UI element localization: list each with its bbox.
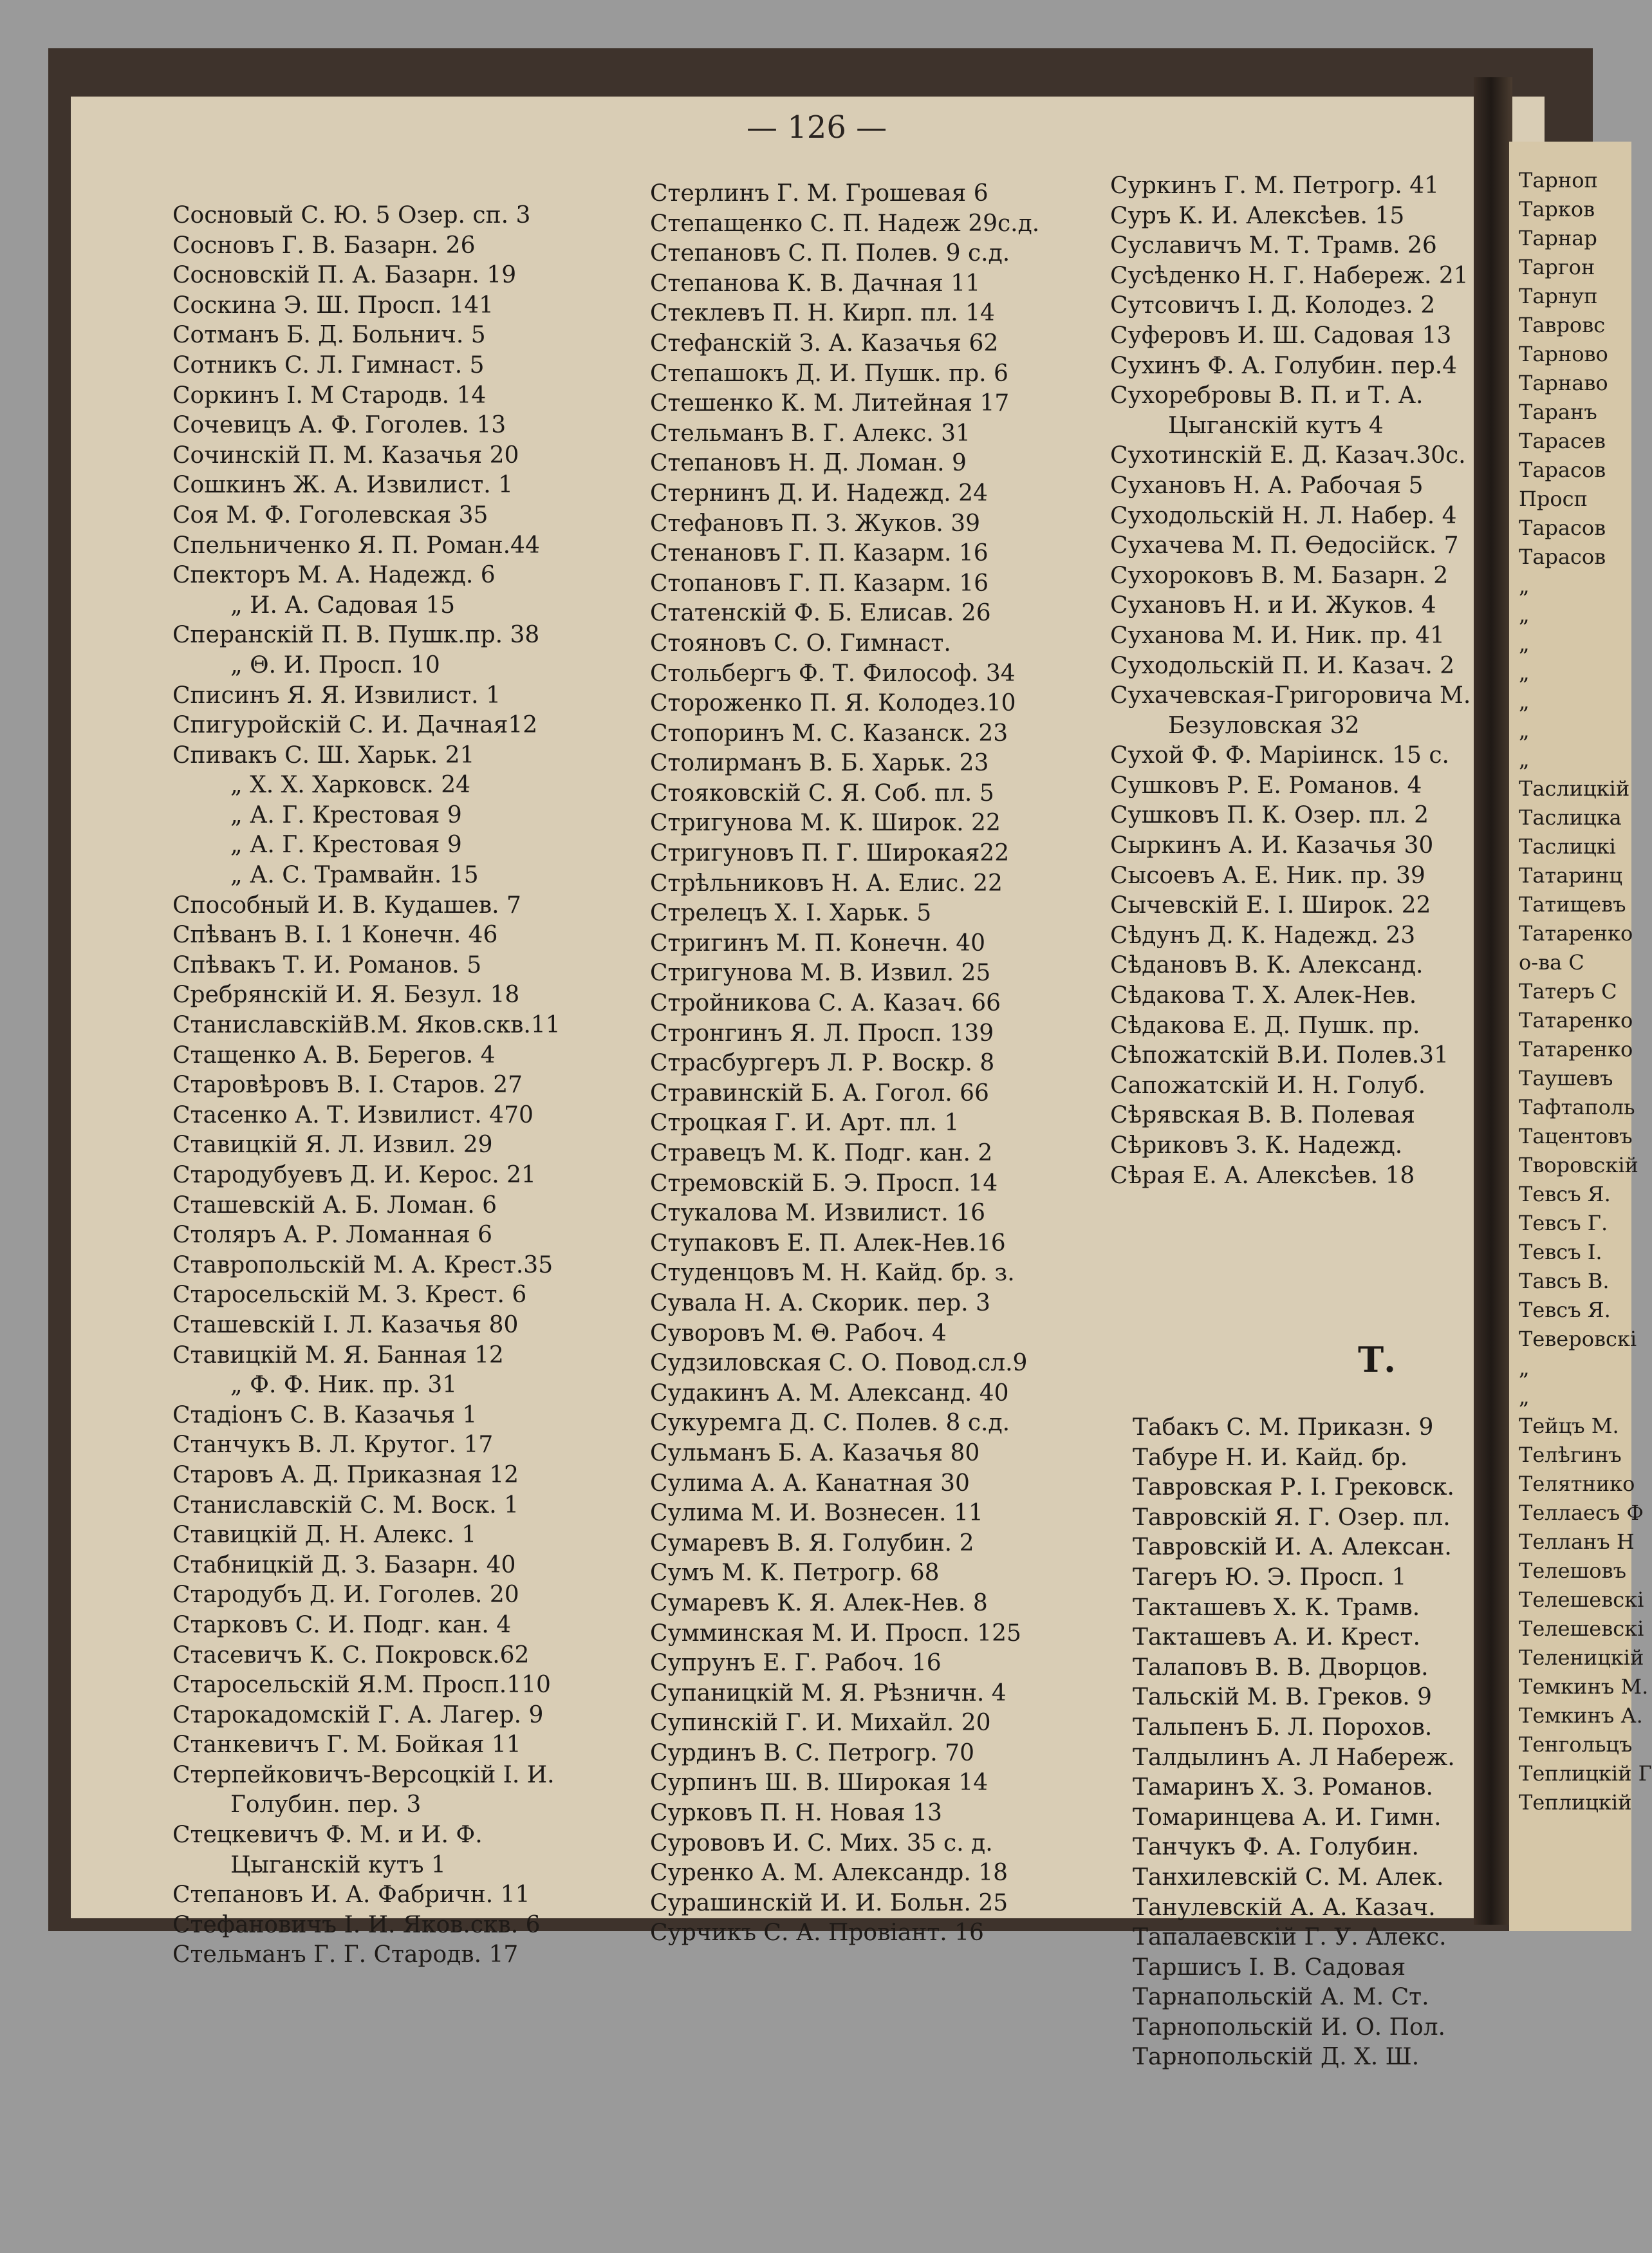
directory-entry: Тарасов [1519, 516, 1606, 540]
directory-entry: Тевсъ Я. [1519, 1298, 1611, 1322]
directory-entry: Сукуремга Д. С. Полев. 8 с.д. [650, 1410, 1010, 1437]
directory-entry: Сумминская М. И. Просп. 125 [650, 1620, 1021, 1647]
directory-entry: Цыганскій кутъ 4 [1168, 412, 1384, 439]
directory-entry: Сушковъ П. К. Озер. пл. 2 [1110, 802, 1429, 829]
directory-entry: Табуре Н. И. Кайд. бр. [1133, 1444, 1408, 1471]
directory-entry: Таргон [1519, 255, 1595, 279]
directory-entry: Суферовъ И. Ш. Садовая 13 [1110, 322, 1452, 349]
directory-entry: Телятнико [1519, 1472, 1635, 1496]
directory-entry: Стернинъ Д. И. Надежд. 24 [650, 480, 988, 507]
directory-entry: Степанова К. В. Дачная 11 [650, 270, 981, 297]
directory-entry: Темкинъ М. [1519, 1674, 1649, 1699]
directory-entry: Сѣдунъ Д. К. Надежд. 23 [1110, 922, 1416, 949]
directory-entry: Сулима А. А. Канатная 30 [650, 1470, 970, 1497]
directory-entry: Степановъ С. П. Полев. 9 с.д. [650, 240, 1010, 267]
directory-entry: Сташевскій І. Л. Казачья 80 [172, 1311, 519, 1338]
directory-entry: Старовѣровъ В. І. Старов. 27 [172, 1072, 523, 1099]
directory-entry: Супаницкій М. Я. Рѣзничн. 4 [650, 1679, 1007, 1706]
directory-entry: Спекторъ М. А. Надежд. 6 [172, 562, 496, 589]
directory-entry: Ставропольскій М. А. Крест.35 [172, 1251, 553, 1278]
directory-entry: Тавсъ В. [1519, 1269, 1610, 1293]
directory-entry: Сѣдакова Е. Д. Пушк. пр. [1110, 1012, 1420, 1039]
directory-entry: Теверовскі [1519, 1327, 1637, 1351]
directory-entry: Тарнопольскій И. О. Пол. [1133, 2014, 1445, 2041]
directory-entry: Таршисъ І. В. Садовая [1133, 1954, 1406, 1981]
directory-entry: Сѣдакова Т. Х. Алек-Нев. [1110, 982, 1417, 1009]
directory-entry: Стенановъ Г. П. Казарм. 16 [650, 540, 988, 567]
directory-entry: Стеклевъ П. Н. Кирп. пл. 14 [650, 300, 995, 327]
directory-column-next-page [1519, 166, 1652, 1817]
directory-entry: Сотникъ С. Л. Гимнаст. 5 [172, 351, 485, 379]
directory-entry: Татаренко [1519, 921, 1633, 946]
directory-entry: Старосельскій Я.М. Просп.110 [172, 1672, 551, 1699]
directory-entry: Соскина Э. Ш. Просп. 141 [172, 292, 494, 319]
directory-entry: Телешовъ [1519, 1558, 1626, 1583]
directory-entry: Сочевицъ А. Ф. Гоголев. 13 [172, 412, 506, 439]
directory-entry: Сухой Ф. Ф. Маріинск. 15 с. [1110, 742, 1449, 769]
directory-entry: Тавровскій Я. Г. Озер. пл. [1133, 1504, 1451, 1531]
directory-entry: „ [1519, 603, 1530, 627]
directory-entry: Суханова М. И. Ник. пр. 41 [1110, 622, 1445, 649]
directory-entry: Судакинъ А. М. Александ. 40 [650, 1379, 1009, 1407]
directory-entry: Сулима М. И. Вознесен. 11 [650, 1500, 983, 1527]
directory-entry: Теплицкій Г [1519, 1761, 1652, 1786]
directory-entry: Сосновскій П. А. Базарн. 19 [172, 262, 517, 289]
directory-entry: Ставицкій Д. Н. Алекс. 1 [172, 1522, 477, 1549]
directory-entry: Татаринц [1519, 863, 1622, 888]
directory-entry: Сутсовичъ І. Д. Колодез. 2 [1110, 292, 1436, 319]
directory-entry: Танхилевскій С. М. Алек. [1133, 1864, 1444, 1891]
directory-entry: Сумаревъ В. Я. Голубин. 2 [650, 1529, 974, 1557]
directory-entry: Таушевъ [1519, 1066, 1613, 1090]
directory-entry: Тафтаполь [1519, 1095, 1635, 1119]
directory-entry: Тарасев [1519, 429, 1606, 453]
directory-entry: Стояковскій С. Я. Соб. пл. 5 [650, 780, 994, 807]
directory-entry: Тарасов [1519, 458, 1606, 482]
directory-entry: „ [1519, 718, 1530, 743]
directory-column-2 [650, 179, 1126, 1949]
directory-entry: Сыркинъ А. И. Казачья 30 [1110, 832, 1434, 859]
page-number: — 126 — [747, 109, 887, 145]
directory-entry: Танчукъ Ф. А. Голубин. [1133, 1834, 1419, 1861]
directory-entry: Соркинъ І. М Стародв. 14 [172, 382, 487, 409]
directory-entry: Старковъ С. И. Подг. кан. 4 [172, 1611, 512, 1638]
directory-entry: Суренко А. М. Александр. 18 [650, 1860, 1008, 1887]
directory-entry: Стащенко А. В. Берегов. 4 [172, 1042, 496, 1069]
directory-entry: Суходольскій П. И. Казач. 2 [1110, 652, 1455, 679]
directory-entry: Сумаревъ К. Я. Алек-Нев. 8 [650, 1589, 988, 1616]
directory-entry: Стабницкій Д. З. Базарн. 40 [172, 1551, 516, 1578]
directory-entry: Стольбергъ Ф. Т. Философ. 34 [650, 660, 1016, 687]
directory-entry: Тамаринъ Х. З. Романов. [1133, 1774, 1433, 1801]
directory-entry: Тевсъ Г. [1519, 1211, 1608, 1235]
directory-entry: Татаренко [1519, 1037, 1633, 1061]
directory-entry: Списинъ Я. Я. Извилист. 1 [172, 682, 501, 709]
directory-entry: Степащенко С. П. Надеж 29с.д. [650, 210, 1040, 237]
directory-entry: Сушковъ Р. Е. Романов. 4 [1110, 772, 1422, 799]
directory-entry: Безуловская 32 [1168, 712, 1360, 739]
directory-entry: Талдылинъ А. Л Набереж. [1133, 1744, 1455, 1771]
directory-entry: „ [1519, 1385, 1530, 1409]
directory-entry: Стародубъ Д. И. Гоголев. 20 [172, 1582, 519, 1609]
directory-entry: Сычевскій Е. І. Широк. 22 [1110, 892, 1431, 919]
directory-entry: Стрѣльниковъ Н. А. Елис. 22 [650, 870, 1003, 897]
directory-entry: Студенцовъ М. Н. Кайд. бр. з. [650, 1260, 1015, 1287]
directory-entry: „ А. Г. Крестовая 9 [230, 832, 462, 859]
directory-entry: Тарнаво [1519, 371, 1608, 395]
directory-entry: Спигуройскій С. И. Дачная12 [172, 712, 538, 739]
directory-entry: Стопановъ Г. П. Казарм. 16 [650, 570, 989, 597]
directory-entry: Спельниченко Я. П. Роман.44 [172, 532, 540, 559]
directory-entry: Стешенко К. М. Литейная 17 [650, 390, 1010, 417]
directory-entry: Стерпейковичъ-Версоцкій І. И. [172, 1761, 555, 1788]
directory-entry: Сошкинъ Ж. А. Извилист. 1 [172, 472, 514, 499]
directory-entry: Таранъ [1519, 400, 1597, 424]
directory-entry: Такташевъ А. И. Крест. [1133, 1624, 1420, 1651]
directory-entry: Суславичъ М. Т. Трамв. 26 [1110, 232, 1437, 259]
directory-entry: Телѣгинъ [1519, 1443, 1622, 1467]
directory-column-3 [1110, 171, 1509, 1191]
directory-entry: Тевсъ Я. [1519, 1182, 1611, 1206]
directory-entry: Ставицкій М. Я. Банная 12 [172, 1342, 504, 1369]
directory-entry: Творовскій [1519, 1153, 1638, 1177]
directory-entry: Сѣрая Е. А. Алексѣев. 18 [1110, 1162, 1415, 1189]
directory-entry: Таслицка [1519, 805, 1622, 830]
directory-entry: Стопоринъ М. С. Казанск. 23 [650, 720, 1008, 747]
directory-entry: Сочинскій П. М. Казачья 20 [172, 442, 519, 469]
directory-entry: Сухачевская-Григоровича М. [1110, 682, 1471, 709]
directory-entry: Стригинъ М. П. Конечн. 40 [650, 930, 986, 957]
directory-entry: Таслицкі [1519, 834, 1616, 859]
directory-entry: Судзиловская С. О. Повод.сл.9 [650, 1350, 1028, 1377]
directory-entry: Сребрянскій И. Я. Безул. 18 [172, 982, 520, 1009]
directory-entry: Тейцъ М. [1519, 1414, 1619, 1438]
directory-entry: Супинскій Г. И. Михайл. 20 [650, 1710, 991, 1737]
directory-entry: „ [1519, 689, 1530, 714]
directory-entry: Стригунова М. К. Широк. 22 [650, 810, 1001, 837]
directory-entry: Талаповъ В. В. Дворцов. [1133, 1654, 1429, 1681]
directory-entry: Стефановичъ І. И. Яков.скв. 6 [172, 1911, 541, 1938]
directory-entry: Телешевскі [1519, 1587, 1644, 1612]
directory-entry: Стецкевичъ Ф. М. и И. Ф. [172, 1822, 483, 1849]
directory-entry: Такташевъ Х. К. Трамв. [1133, 1594, 1420, 1621]
directory-entry: Стригуновъ П. Г. Широкая22 [650, 840, 1010, 867]
directory-entry: Стронгинъ Я. Л. Просп. 139 [650, 1020, 994, 1047]
directory-entry: Тарасов [1519, 545, 1606, 569]
directory-entry: Столяръ А. Р. Ломанная 6 [172, 1222, 493, 1249]
directory-entry: Спѣвакъ Т. И. Романов. 5 [172, 951, 482, 978]
directory-entry: Тевсъ І. [1519, 1240, 1602, 1264]
directory-entry: Сурчикъ С. А. Провіант. 16 [650, 1920, 984, 1947]
directory-entry: Тенгольцъ [1519, 1732, 1633, 1757]
directory-entry: Сурпинъ Ш. В. Широкая 14 [650, 1770, 988, 1797]
directory-entry: Стасенко А. Т. Извилист. 470 [172, 1101, 534, 1128]
directory-entry: Суръ К. И. Алексѣев. 15 [1110, 202, 1405, 229]
directory-entry: Сурововъ И. С. Мих. 35 с. д. [650, 1829, 993, 1856]
directory-entry: Сусѣденко Н. Г. Набереж. 21 [1110, 262, 1469, 289]
directory-entry: Станкевичъ Г. М. Бойкая 11 [172, 1732, 521, 1759]
directory-entry: „ [1519, 574, 1530, 598]
directory-entry: Стельманъ В. Г. Алекс. 31 [650, 420, 970, 447]
directory-entry: Стравинскій Б. А. Гогол. 66 [650, 1080, 989, 1107]
directory-entry: Табакъ С. М. Приказн. 9 [1133, 1414, 1434, 1441]
directory-entry: Строцкая Г. И. Арт. пл. 1 [650, 1110, 960, 1137]
directory-entry: Тавровская Р. І. Грековск. [1133, 1474, 1454, 1501]
directory-entry: Степановъ И. А. Фабричн. 11 [172, 1882, 530, 1909]
directory-entry: Телешевскі [1519, 1616, 1644, 1641]
directory-entry: Сперанскій П. В. Пушк.пр. 38 [172, 622, 540, 649]
directory-entry: Татаренко [1519, 1008, 1633, 1033]
directory-entry: Сухороковъ В. М. Базарн. 2 [1110, 562, 1449, 589]
directory-entry: Тавровс [1519, 313, 1606, 337]
directory-entry: „ [1519, 1356, 1530, 1380]
directory-entry: Тарнапольскій А. М. Ст. [1133, 1984, 1429, 2011]
directory-entry: Сувала Н. А. Скорик. пер. 3 [650, 1289, 990, 1316]
directory-entry: Страсбургеръ Л. Р. Воскр. 8 [650, 1050, 995, 1077]
directory-entry: Просп [1519, 487, 1588, 511]
directory-entry: Стародубуевъ Д. И. Керос. 21 [172, 1162, 536, 1188]
directory-column-1 [172, 201, 642, 1970]
directory-entry: о-ва С [1519, 950, 1584, 975]
directory-entry: Сапожатскій И. Н. Голуб. [1110, 1072, 1426, 1099]
directory-entry: Сѣпожатскій В.И. Полев.31 [1110, 1042, 1449, 1069]
directory-entry: Татеръ С [1519, 979, 1617, 1004]
directory-entry: Сѣрявская В. В. Полевая [1110, 1102, 1415, 1129]
directory-entry: Теленицкій [1519, 1645, 1644, 1670]
directory-entry: Сухановъ Н. А. Рабочая 5 [1110, 472, 1424, 499]
directory-entry: Сурдинъ В. С. Петрогр. 70 [650, 1739, 974, 1766]
directory-entry: „ Ф. Ф. Ник. пр. 31 [230, 1372, 458, 1399]
directory-entry: Тацентовъ [1519, 1124, 1633, 1148]
section-heading: Т. [1358, 1339, 1396, 1380]
directory-entry: Суркинъ Г. М. Петрогр. 41 [1110, 173, 1440, 199]
directory-entry: Старокадомскій Г. А. Лагер. 9 [172, 1701, 544, 1728]
directory-entry: Станиславскій С. М. Воск. 1 [172, 1491, 519, 1519]
directory-entry: Ставицкій Я. Л. Извил. 29 [172, 1132, 493, 1159]
directory-entry: Сухановъ Н. и И. Жуков. 4 [1110, 592, 1436, 619]
directory-entry: Тарноп [1519, 168, 1598, 192]
directory-entry: Сѣриковъ З. К. Надежд. [1110, 1132, 1403, 1159]
directory-entry: Сосновый С. Ю. 5 Озер. сп. 3 [172, 202, 531, 229]
directory-entry: Тапалаевскій Г. У. Алекс. [1133, 1924, 1447, 1951]
directory-entry: Тарнар [1519, 226, 1597, 250]
directory-entry: „ А. Г. Крестовая 9 [230, 801, 462, 828]
directory-entry: Темкинъ А. [1519, 1703, 1643, 1728]
directory-entry: Теллаесъ Ф [1519, 1500, 1644, 1525]
directory-entry: Тальпенъ Б. Л. Порохов. [1133, 1714, 1433, 1741]
directory-entry: Сосновъ Г. В. Базарн. 26 [172, 232, 476, 259]
directory-entry: „ [1519, 660, 1530, 685]
directory-entry: Супрунъ Е. Г. Рабоч. 16 [650, 1650, 942, 1677]
directory-entry: Тагеръ Ю. Э. Просп. 1 [1133, 1564, 1407, 1591]
directory-entry: Сухоребровы В. П. и Т. А. [1110, 382, 1424, 409]
directory-entry: Старовъ А. Д. Приказная 12 [172, 1461, 519, 1488]
directory-entry: Тальскій М. В. Греков. 9 [1133, 1684, 1433, 1711]
directory-entry: Суворовъ М. Θ. Рабоч. 4 [650, 1320, 947, 1347]
directory-entry: Спѣванъ В. І. 1 Конечн. 46 [172, 922, 498, 949]
directory-entry: Томаринцева А. И. Гимн. [1133, 1804, 1442, 1831]
directory-entry: Сташевскій А. Б. Ломан. 6 [172, 1192, 497, 1219]
directory-entry: Стремовскій Б. Э. Просп. 14 [650, 1170, 998, 1197]
directory-entry: Сухачева М. П. Өедосійск. 7 [1110, 532, 1459, 559]
directory-entry: Старосельскій М. З. Крест. 6 [172, 1282, 527, 1309]
directory-entry: „ [1519, 631, 1530, 656]
directory-entry: Способный И. В. Кудашев. 7 [172, 892, 521, 919]
directory-entry: Телланъ Н [1519, 1529, 1635, 1554]
directory-entry: Стрелецъ Х. І. Харьк. 5 [650, 900, 932, 927]
directory-entry: Суходольскій Н. Л. Набер. 4 [1110, 502, 1457, 529]
directory-entry: Спивакъ С. Ш. Харьк. 21 [172, 742, 475, 769]
directory-entry: Теплицкій [1519, 1790, 1632, 1815]
directory-entry: Стефанскій З. А. Казачья 62 [650, 330, 999, 357]
directory-entry: Ступаковъ Е. П. Алек-Нев.16 [650, 1229, 1006, 1257]
directory-entry: Соя М. Ф. Гоголевская 35 [172, 501, 488, 528]
directory-entry: Стукалова М. Извилист. 16 [650, 1200, 985, 1227]
directory-entry: Тарново [1519, 342, 1608, 366]
directory-entry: Стадіонъ С. В. Казачья 1 [172, 1401, 478, 1428]
directory-entry: Стельманъ Г. Г. Стародв. 17 [172, 1941, 519, 1968]
directory-entry: „ И. А. Садовая 15 [230, 592, 456, 619]
directory-entry: Стригунова М. В. Извил. 25 [650, 960, 991, 987]
directory-entry: Тарнопольскій Д. Х. Ш. [1133, 2044, 1420, 2071]
directory-entry: Степановъ Н. Д. Ломан. 9 [650, 450, 967, 477]
directory-entry: Цыганскій кутъ 1 [230, 1851, 446, 1878]
directory-entry: Сумъ М. К. Петрогр. 68 [650, 1560, 940, 1587]
directory-entry: Сѣдановъ В. К. Александ. [1110, 952, 1424, 979]
directory-entry: Сурашинскій И. И. Больн. 25 [650, 1889, 1008, 1916]
directory-entry: Стерлинъ Г. М. Грошевая 6 [650, 180, 988, 207]
directory-entry: Стороженко П. Я. Колодез.10 [650, 690, 1016, 717]
directory-column-3-section-t [1133, 1413, 1506, 2073]
directory-entry: „ Θ. И. Просп. 10 [230, 651, 440, 678]
directory-entry: Статенскій Ф. Б. Елисав. 26 [650, 600, 991, 627]
directory-entry: Тарнуп [1519, 284, 1598, 308]
directory-entry: Тарков [1519, 197, 1595, 221]
directory-entry: Стройникова С. А. Казач. 66 [650, 990, 1001, 1017]
directory-entry: Стравецъ М. К. Подг. кан. 2 [650, 1140, 993, 1166]
directory-entry: Тавровскій И. А. Алексан. [1133, 1534, 1452, 1561]
directory-entry: „ А. С. Трамвайн. 15 [230, 862, 479, 889]
directory-entry: „ Х. Х. Харковск. 24 [230, 772, 471, 799]
directory-entry: Сухинъ Ф. А. Голубин. пер.4 [1110, 352, 1458, 379]
directory-entry: Сульманъ Б. А. Казачья 80 [650, 1439, 980, 1466]
directory-entry: Татищевъ [1519, 892, 1626, 917]
directory-entry: Стояновъ С. О. Гимнаст. [650, 630, 951, 657]
directory-entry: Стефановъ П. З. Жуков. 39 [650, 510, 981, 537]
directory-entry: Стасевичъ К. С. Покровск.62 [172, 1641, 530, 1669]
directory-entry: Столирманъ В. Б. Харьк. 23 [650, 750, 989, 777]
directory-entry: „ [1519, 747, 1530, 772]
directory-entry: Степашокъ Д. И. Пушк. пр. 6 [650, 360, 1008, 387]
directory-entry: Таслицкій [1519, 776, 1630, 801]
directory-entry: Сысоевъ А. Е. Ник. пр. 39 [1110, 862, 1425, 889]
directory-entry: Голубин. пер. 3 [230, 1791, 422, 1818]
directory-entry: Станчукъ В. Л. Крутог. 17 [172, 1432, 494, 1459]
directory-entry: СтаниславскійВ.М. Яков.скв.11 [172, 1012, 561, 1039]
directory-entry: Сухотинскій Е. Д. Казач.30с. [1110, 442, 1466, 469]
directory-entry: Танулевскій А. А. Казач. [1133, 1894, 1436, 1921]
directory-entry: Сурковъ П. Н. Новая 13 [650, 1800, 942, 1827]
directory-entry: Сотманъ Б. Д. Больнич. 5 [172, 322, 486, 349]
